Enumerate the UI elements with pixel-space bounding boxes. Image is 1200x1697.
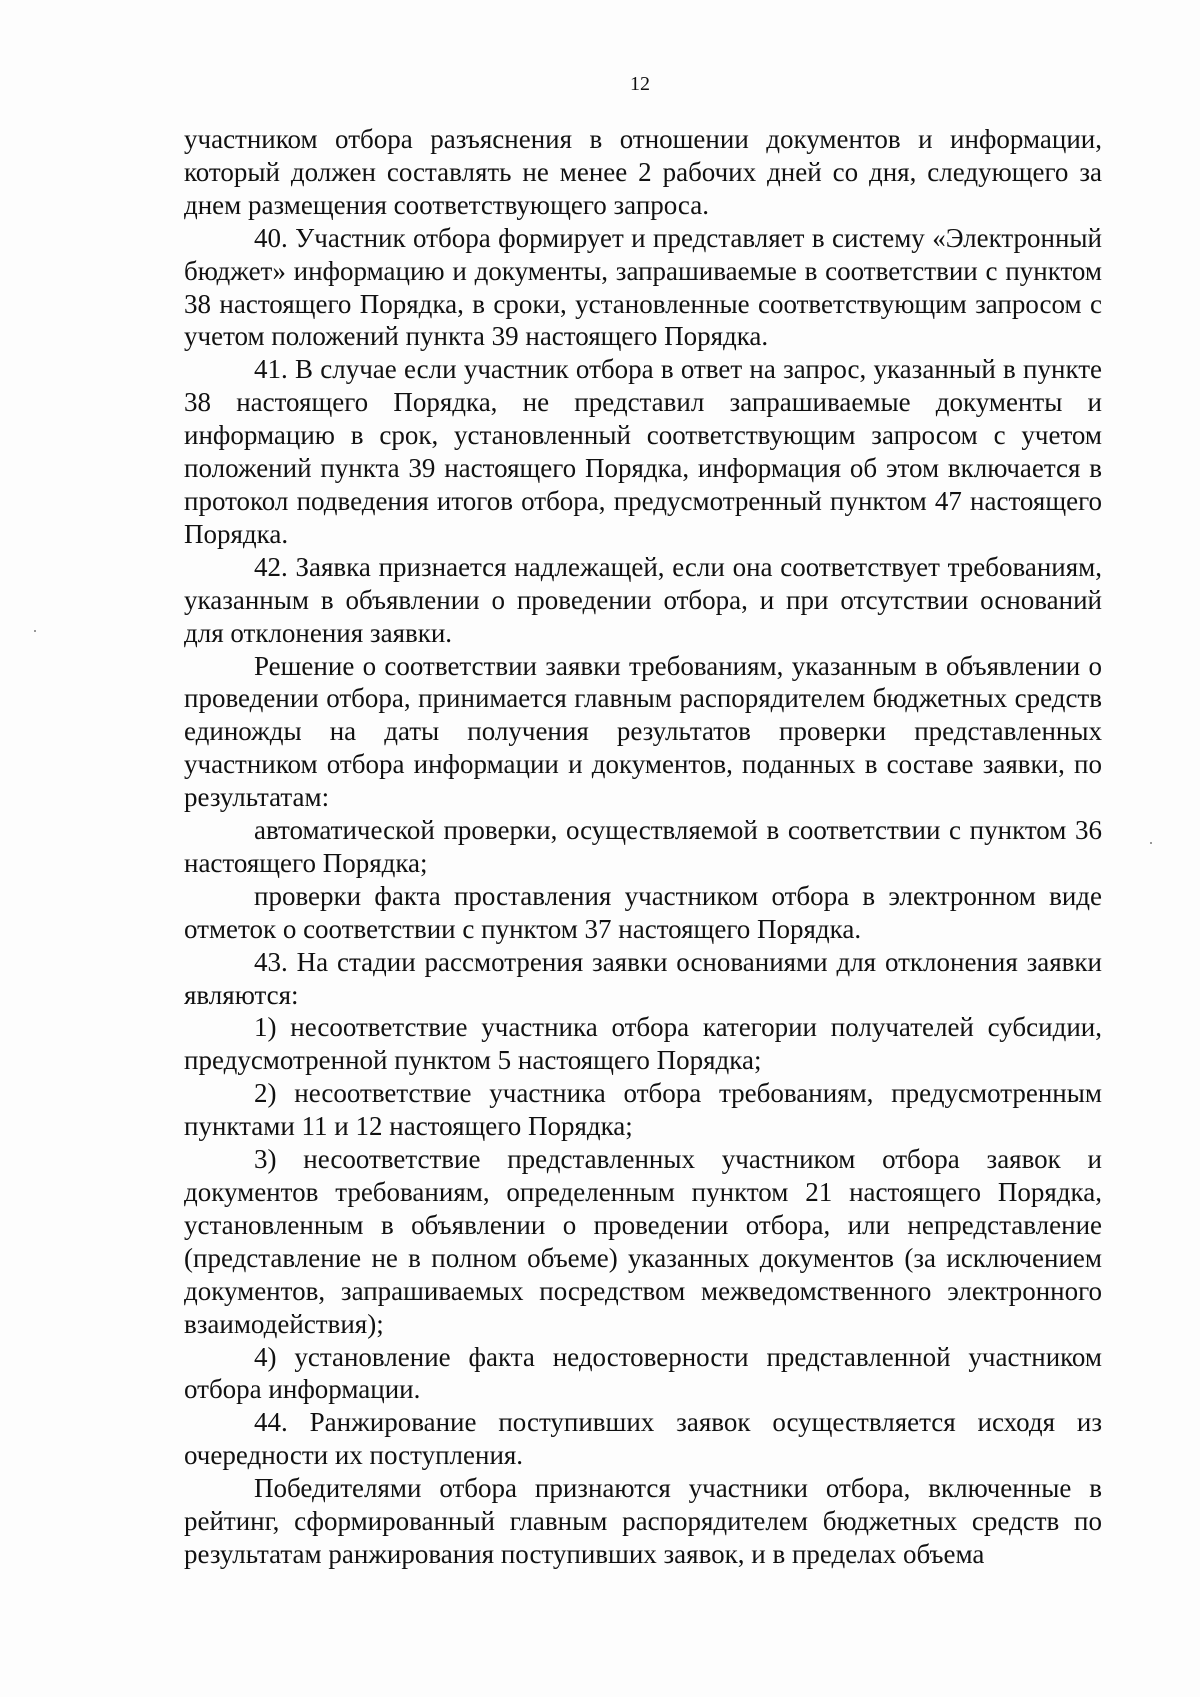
list-item-43-3: 3) несоответствие представленных участником отбора заявок и документов требованиям, определенным пунктом 21 настоящего Порядка, установленным в объявлении о проведении отбора, или непредставление (представление не в полном объеме) указанных документов (за исключением документов, запрашиваемых посредством межведомственного электронного взаимодействия); bbox=[184, 1144, 1102, 1339]
list-item-43-1: 1) несоответствие участника отбора категории получателей субсидии, предусмотренной пунктом 5 настоящего Порядка; bbox=[184, 1012, 1102, 1076]
paragraph-winners: Победителями отбора признаются участники отбора, включенные в рейтинг, сформированный главным распорядителем бюджетных средств по результатам ранжирования поступивших заявок, и в пределах объема bbox=[184, 1473, 1102, 1569]
scan-speck bbox=[34, 630, 36, 632]
paragraph-42: 42. Заявка признается надлежащей, если она соответствует требованиям, указанным в объявлении о проведении отбора, и при отсутствии оснований для отклонения заявки. bbox=[184, 551, 1102, 648]
scan-speck bbox=[1150, 842, 1152, 844]
paragraph-automatic-check: автоматической проверки, осуществляемой в соответствии с пунктом 36 настоящего Порядка; bbox=[184, 815, 1102, 878]
list-item-43-4: 4) установление факта недостоверности представленной участником отбора информации. bbox=[184, 1341, 1102, 1405]
paragraph-44: 44. Ранжирование поступивших заявок осуществляется исходя из очередности их поступления. bbox=[184, 1407, 1102, 1471]
document-body bbox=[184, 123, 1102, 1571]
paragraph-43: 43. На стадии рассмотрения заявки основаниями для отклонения заявки являются: bbox=[184, 946, 1102, 1010]
paragraph-marks-check: проверки факта проставления участником отбора в электронном виде отметок о соответствии с пунктом 37 настоящего Порядка. bbox=[184, 880, 1102, 944]
page-number: 12 bbox=[630, 73, 650, 95]
paragraph-continuation: участником отбора разъяснения в отношении документов и информации, который должен составлять не менее 2 рабочих дней со дня, следующего за днем размещения соответствующего запроса. bbox=[184, 124, 1102, 220]
paragraph-decision: Решение о соответствии заявки требованиям, указанным в объявлении о проведении отбора, принимается главным распорядителем бюджетных средств единожды на даты получения результатов проверки представленных участником отбора информации и документов, поданных в составе заявки, по результатам: bbox=[184, 650, 1102, 813]
list-item-43-2: 2) несоответствие участника отбора требованиям, предусмотренным пунктами 11 и 12 настоящего Порядка; bbox=[184, 1078, 1102, 1142]
paragraph-41: 41. В случае если участник отбора в ответ на запрос, указанный в пункте 38 настоящего Порядка, не представил запрашиваемые документы и информацию в срок, установленный соответствующим запросом с учетом положений пункта 39 настоящего Порядка, информация об этом включается в протокол подведения итогов отбора, предусмотренный пунктом 47 настоящего Порядка. bbox=[184, 354, 1102, 549]
paragraph-40: 40. Участник отбора формирует и представляет в систему «Электронный бюджет» информацию и документы, запрашиваемые в соответствии с пунктом 38 настоящего Порядка, в сроки, установленные соответствующим запросом с учетом положений пункта 39 настоящего Порядка. bbox=[184, 222, 1102, 352]
